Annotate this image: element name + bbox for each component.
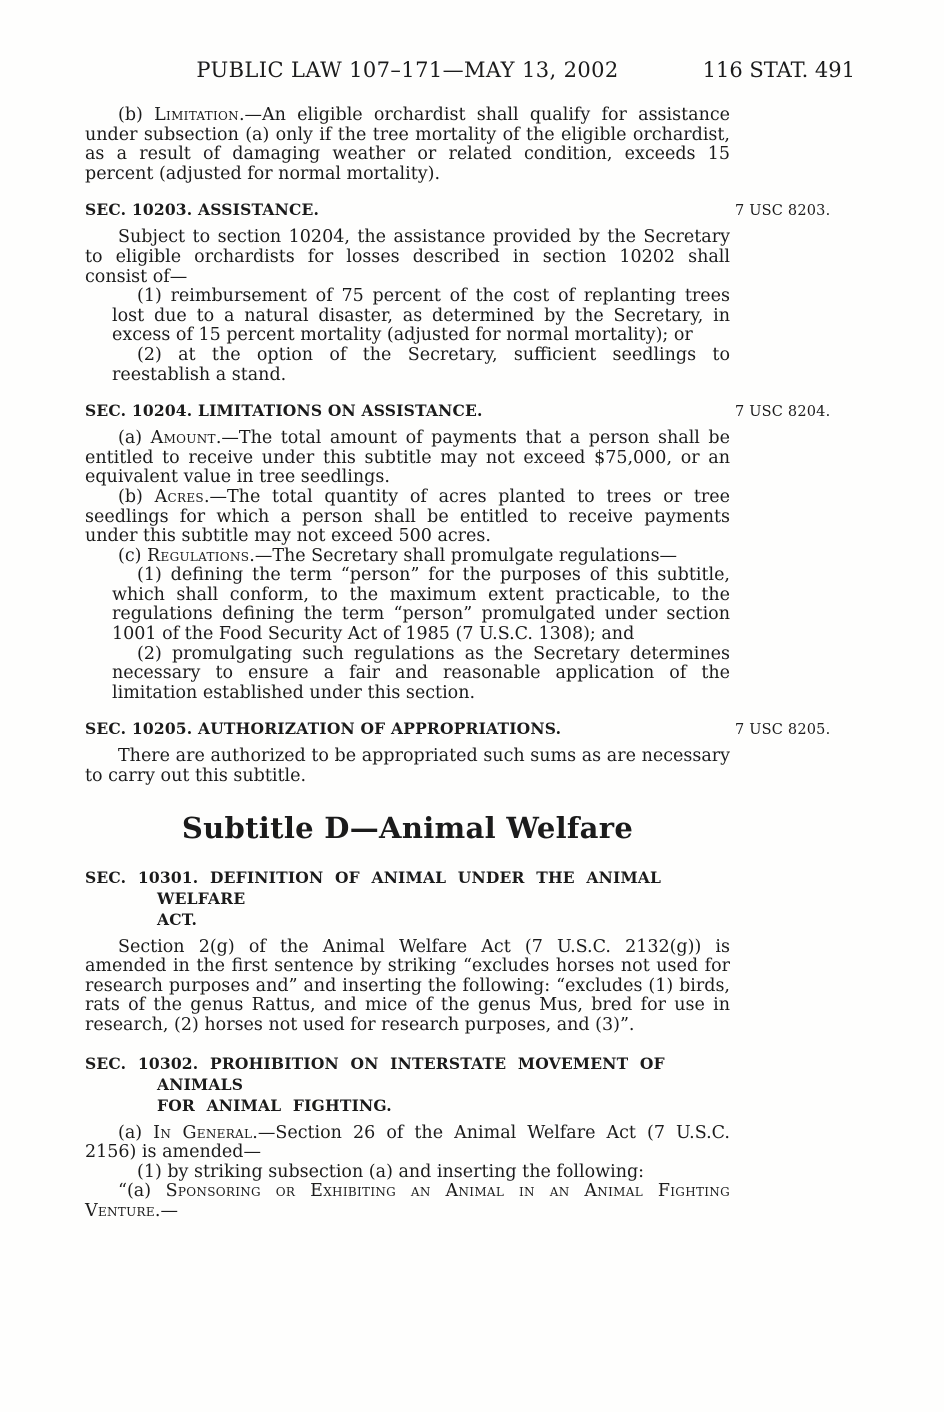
list-item-paragraph: (1) reimbursement of 75 percent of the cost of replanting trees lost due to a natural disaster, as determined by the Secretary, in excess of 15 percent mortality (adjusted for normal mortality); or bbox=[112, 286, 730, 346]
body-paragraph: Section 2(g) of the Animal Welfare Act (7 U.S.C. 2132(g)) is amended in the first sentence by striking “excludes horses not used for research purposes and” and inserting the following: “excludes (1) birds, rats of the genus Rattus, and mice of the genus Mus, bred for use in research, (2) horses not used for research purposes, and (3)”. bbox=[85, 936, 730, 1035]
us-code-margin-note: 7 USC 8204. bbox=[735, 404, 831, 421]
small-caps-term: Regulations bbox=[147, 545, 250, 566]
section-heading-text: SEC. 10205. AUTHORIZATION OF APPROPRIATIONS. bbox=[85, 719, 562, 739]
body-paragraph: There are authorized to be appropriated such sums as are necessary to carry out this subtitle. bbox=[85, 746, 730, 787]
small-caps-term: Sponsoring or Exhibiting an Animal in an Animal Fighting Venture bbox=[85, 1181, 730, 1221]
us-code-margin-note: 7 USC 8205. bbox=[735, 722, 831, 739]
small-caps-term: In General bbox=[153, 1122, 253, 1143]
small-caps-term: Amount bbox=[150, 428, 216, 449]
list-item-paragraph: (2) at the option of the Secretary, sufficient seedlings to reestablish a stand. bbox=[112, 344, 730, 385]
us-code-margin-note: 7 USC 8203. bbox=[735, 203, 831, 220]
section-heading bbox=[85, 199, 831, 220]
section-heading bbox=[85, 400, 831, 421]
small-caps-term: Limitation bbox=[154, 105, 239, 125]
list-item-paragraph: (1) by striking subsection (a) and inserting the following: bbox=[137, 1161, 645, 1182]
body-paragraph: (b) Acres.—The total quantity of acres planted to trees or tree seedlings for which a person shall be entitled to receive payments under this subtitle may not exceed 500 acres. bbox=[85, 486, 730, 547]
body-paragraph: “(a) Sponsoring or Exhibiting an Animal in an Animal Fighting Venture.— bbox=[85, 1181, 730, 1221]
body-paragraph: (c) Regulations.—The Secretary shall promulgate regulations— bbox=[118, 545, 678, 566]
body-paragraph: (b) Limitation.—An eligible orchardist shall qualify for assistance under subsection (a) only if the tree mortality of the eligible orchardist, as a result of damaging weather or related condition, exceeds 15 percent (adjusted for normal mortality). bbox=[85, 105, 731, 184]
statute-page-number: 116 STAT. 491 bbox=[702, 58, 855, 82]
body-paragraph: (a) In General.—Section 26 of the Animal Welfare Act (7 U.S.C. 2156) is amended— bbox=[85, 1122, 730, 1163]
body-paragraph: Subject to section 10204, the assistance provided by the Secretary to eligible orchardists for losses described in section 10202 shall consist of— bbox=[85, 227, 730, 287]
page-header bbox=[85, 58, 855, 86]
public-law-title: PUBLIC LAW 107–171—MAY 13, 2002 bbox=[196, 58, 619, 82]
small-caps-term: Acres bbox=[154, 486, 204, 507]
document-body bbox=[85, 105, 831, 1222]
list-item-paragraph: (2) promulgating such regulations as the Secretary determines necessary to ensure a fair and reasonable application of the limitation established under this section. bbox=[112, 643, 730, 703]
subtitle-heading: Subtitle D—Animal Welfare bbox=[181, 810, 634, 845]
section-heading-text: SEC. 10204. LIMITATIONS ON ASSISTANCE. bbox=[85, 401, 483, 421]
section-heading-text: SEC. 10301. DEFINITION OF ANIMAL UNDER THE ANIMAL WELFARE ACT. bbox=[85, 867, 662, 929]
section-heading bbox=[85, 718, 831, 739]
section-heading-text: SEC. 10203. ASSISTANCE. bbox=[85, 200, 320, 220]
section-heading-text: SEC. 10302. PROHIBITION ON INTERSTATE MOVEMENT OF ANIMALS FOR ANIMAL FIGHTING. bbox=[85, 1053, 665, 1115]
list-item-paragraph: (1) defining the term “person” for the purposes of this subtitle, which shall conform, to the maximum extent practicable, to the regulations defining the term “person” promulgated under section 1001 of the Food Security Act of 1985 (7 U.S.C. 1308); and bbox=[112, 565, 730, 645]
body-paragraph: (a) Amount.—The total amount of payments that a person shall be entitled to receive under this subtitle may not exceed $75,000, or an equivalent value in tree seedlings. bbox=[85, 428, 730, 488]
section-heading bbox=[85, 867, 730, 930]
section-heading bbox=[85, 1053, 730, 1116]
